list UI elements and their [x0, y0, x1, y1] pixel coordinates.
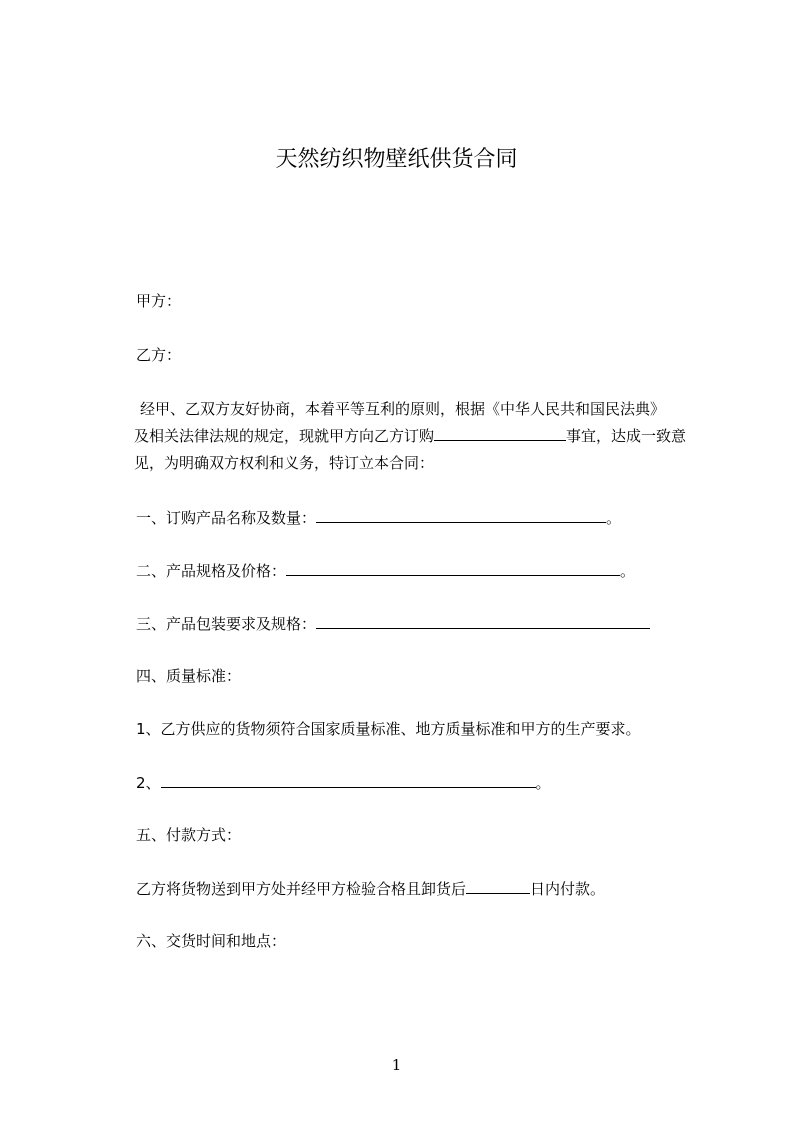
document-title: 天然纺织物壁纸供货合同 [275, 147, 518, 172]
intro-paragraph [136, 396, 696, 477]
section-5-text [136, 879, 605, 898]
payment-days-blank[interactable] [466, 879, 530, 894]
section-5-heading: 五、付款方式： [136, 826, 242, 844]
section-4-item-2-label: 2、 [136, 774, 161, 792]
intro-line-2-start: 及相关法律法规的规定，现就甲方向乙方订购 [134, 427, 435, 445]
party-b-label: 乙方： [136, 346, 182, 364]
section-4-item-1: 1、乙方供应的货物须符合国家质量标准、地方质量标准和甲方的生产要求。 [136, 720, 641, 738]
intro-line-2 [134, 423, 696, 450]
section-4-heading: 四、质量标准： [136, 667, 242, 685]
intro-line-2-end: 事宜，达成一致意 [566, 427, 687, 445]
intro-line-1: 经甲、乙双方友好协商，本着平等互利的原则，根据《中华人民共和国民法典》 [140, 400, 666, 418]
section-1 [136, 508, 621, 527]
party-a-label: 甲方： [136, 292, 182, 310]
section-2-label: 二、产品规格及价格： [136, 562, 287, 580]
section-2 [136, 561, 635, 580]
section-6-heading: 六、交货时间和地点： [136, 932, 287, 950]
section-3-blank[interactable] [316, 614, 650, 629]
section-3-label: 三、产品包装要求及规格： [136, 615, 317, 633]
section-2-end: 。 [620, 562, 636, 580]
section-5-text-end: 日内付款。 [530, 880, 606, 898]
section-4-item-2-end: 。 [535, 774, 551, 792]
section-4-item-2-blank[interactable] [161, 773, 536, 788]
section-1-label: 一、订购产品名称及数量： [136, 509, 317, 527]
section-1-end: 。 [606, 509, 622, 527]
section-4-item-2 [136, 773, 551, 792]
order-item-blank[interactable] [434, 426, 566, 441]
section-1-blank[interactable] [316, 508, 606, 523]
section-3 [136, 614, 650, 633]
intro-line-3: 见，为明确双方权利和义务，特订立本合同： [134, 454, 435, 472]
section-2-blank[interactable] [286, 561, 620, 576]
page-number: 1 [391, 1056, 402, 1074]
section-5-text-start: 乙方将货物送到甲方处并经甲方检验合格且卸货后 [136, 880, 467, 898]
